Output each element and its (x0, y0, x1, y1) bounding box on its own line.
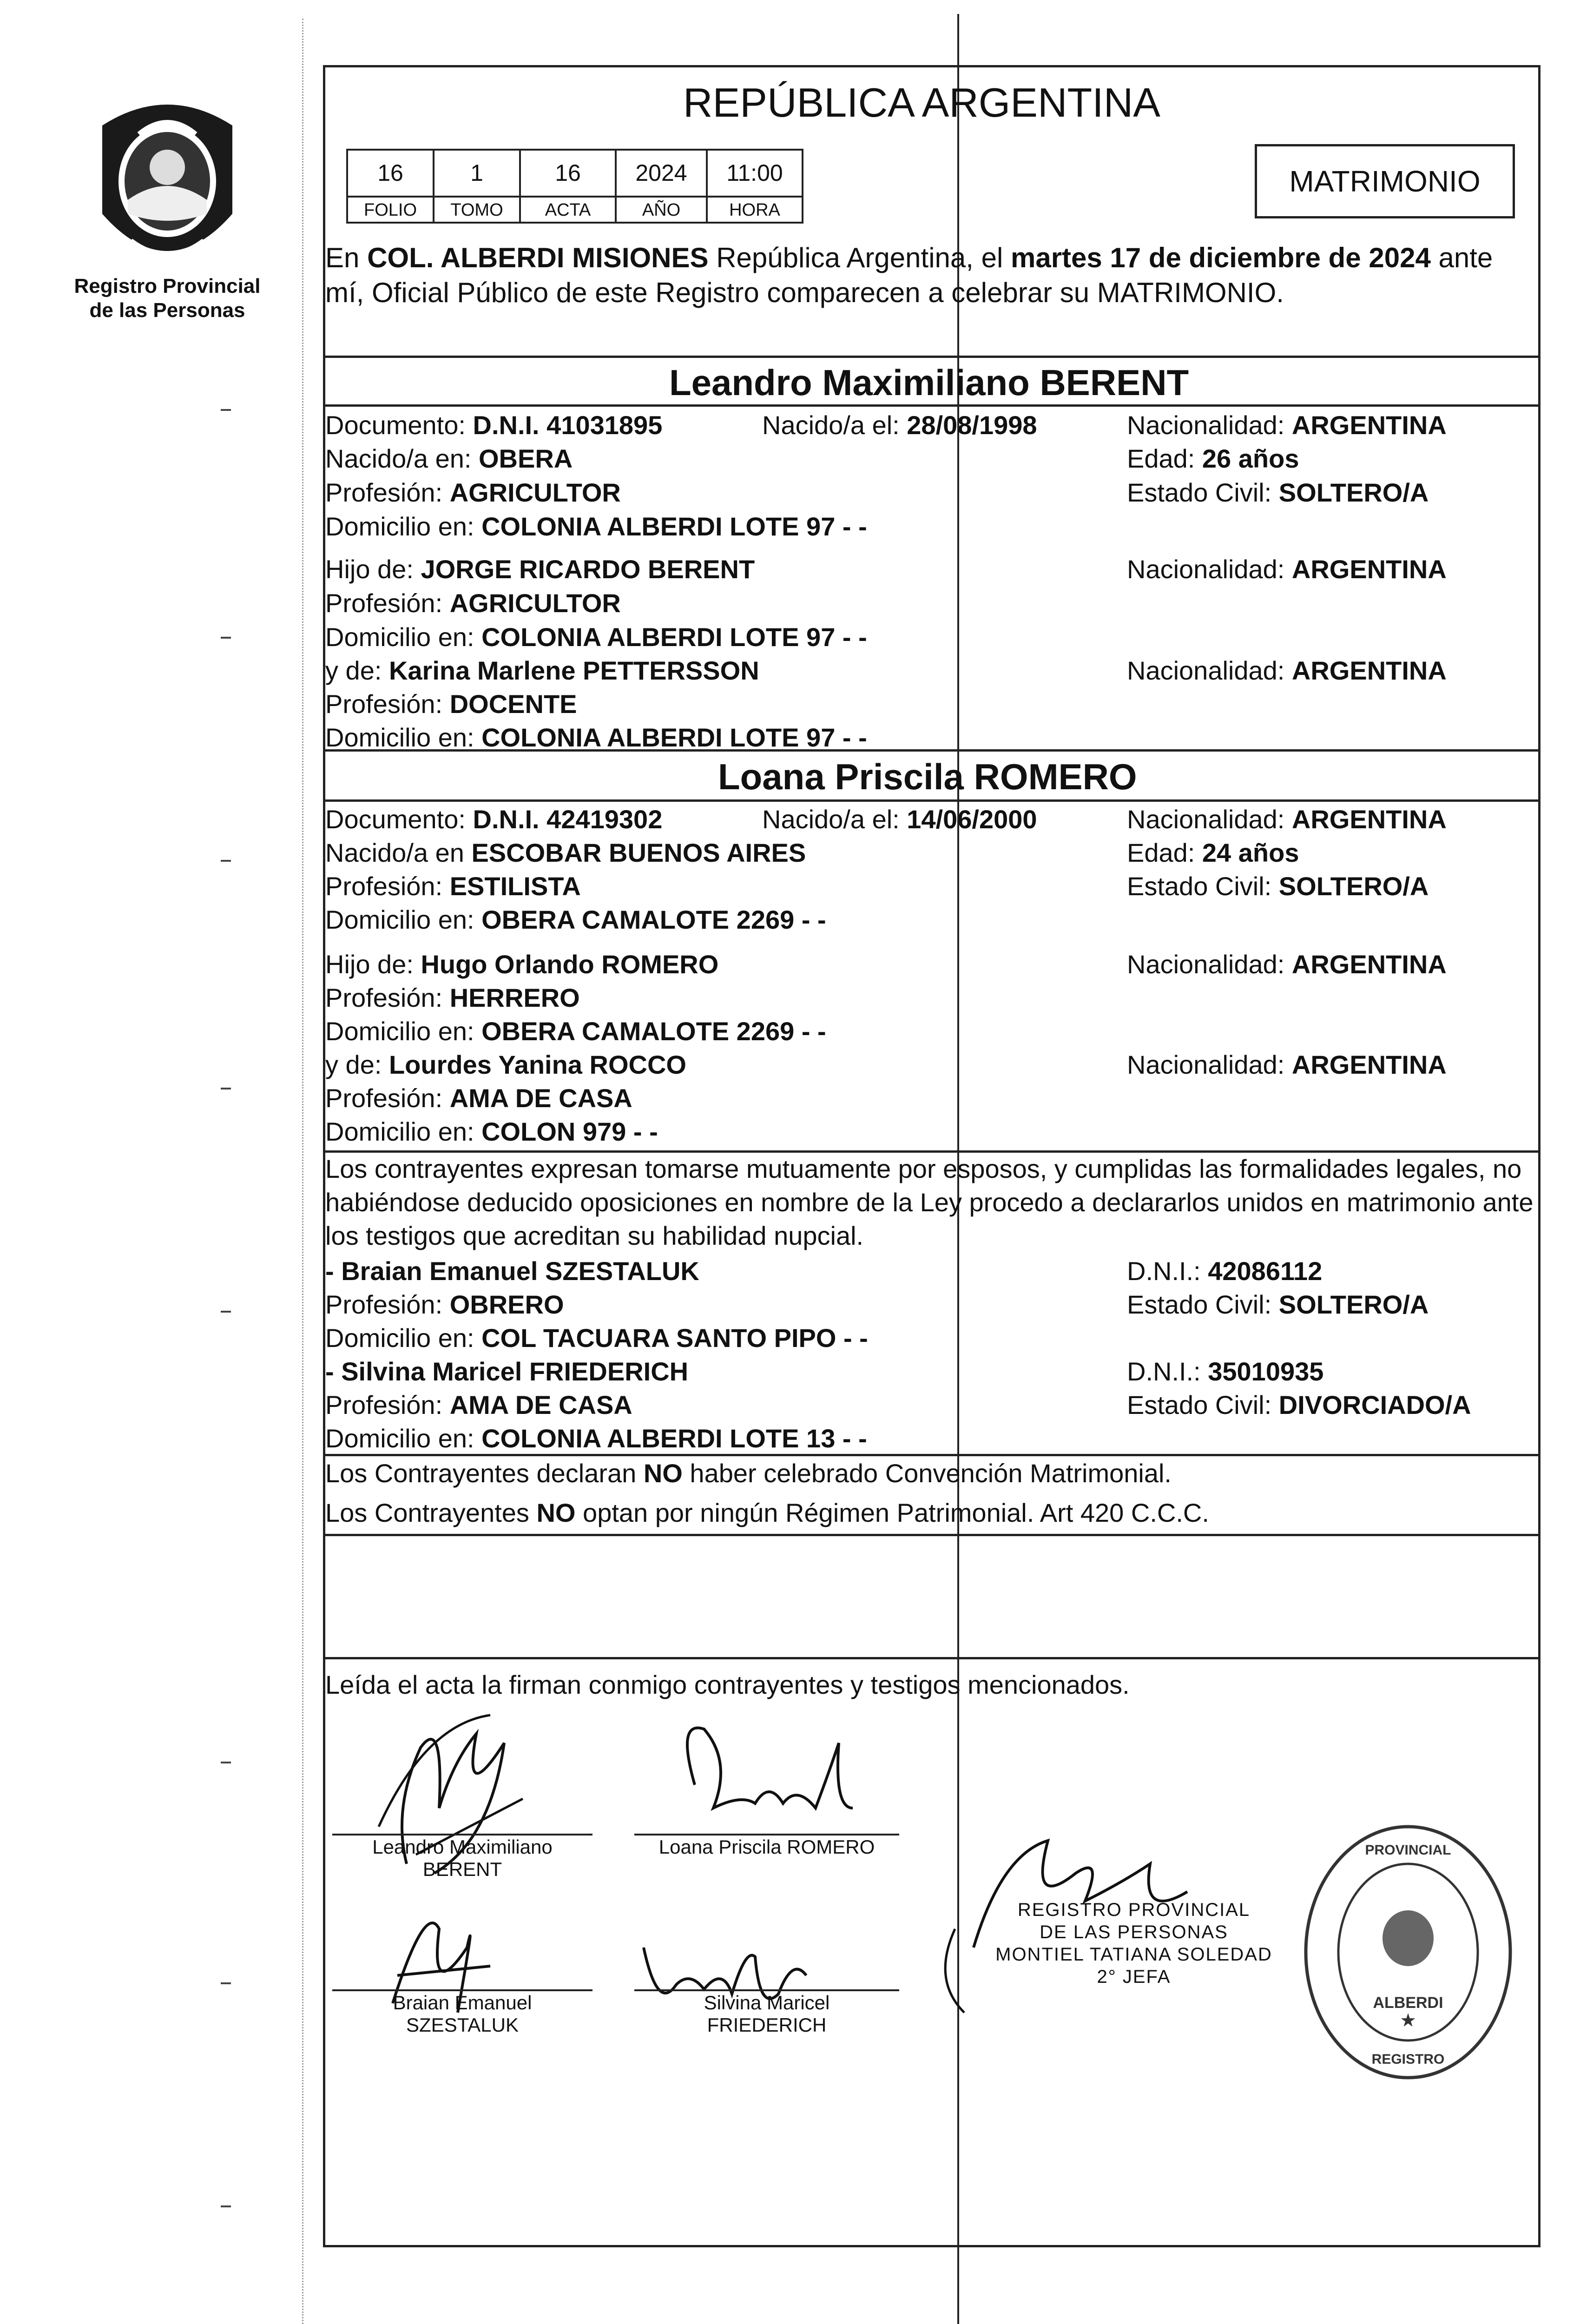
bride-signature-line (634, 1834, 899, 1835)
declaration-line-3: los testigos que acreditan su habilidad nupcial. (325, 1221, 864, 1250)
groom-civil-status: Estado Civil: SOLTERO/A (1127, 478, 1429, 507)
svg-text:ALBERDI: ALBERDI (1373, 1994, 1443, 2012)
acta-value: 16 (519, 149, 617, 198)
bride-born-in: Nacido/a en ESCOBAR BUENOS AIRES (325, 838, 806, 867)
svg-text:PROVINCIAL: PROVINCIAL (1365, 1842, 1451, 1858)
ano-value: 2024 (615, 149, 708, 198)
ano-label: AÑO (615, 196, 708, 224)
witness-2-name: - Silvina Maricel FRIEDERICH (325, 1357, 689, 1386)
divider-signatures (323, 1657, 1540, 1659)
bride-born-date: Nacido/a el: 14/06/2000 (762, 805, 1037, 834)
acta-label: ACTA (519, 196, 617, 224)
bride-doc: Documento: D.N.I. 42419302 (325, 805, 663, 834)
bride-age: Edad: 24 años (1127, 838, 1299, 867)
groom-father-domicile: Domicilio en: COLONIA ALBERDI LOTE 97 - - (325, 622, 867, 652)
hora-label: HORA (706, 196, 803, 224)
witness-2-civil-status: Estado Civil: DIVORCIADO/A (1127, 1390, 1471, 1419)
margin-mark (221, 1982, 231, 1984)
groom-mother-profession: Profesión: DOCENTE (325, 689, 577, 719)
note-regime: Los Contrayentes NO optan por ningún Régimen Patrimonial. Art 420 C.C.C. (325, 1498, 1209, 1527)
margin-mark (221, 1088, 231, 1089)
logo-caption: Registro Provincial de las Personas (74, 275, 261, 322)
bride-nationality: Nacionalidad: ARGENTINA (1127, 805, 1447, 834)
witness-1-domicile: Domicilio en: COL TACUARA SANTO PIPO - - (325, 1323, 868, 1353)
left-edge-line (302, 19, 303, 2324)
tomo-value: 1 (433, 149, 521, 198)
witness-2-domicile: Domicilio en: COLONIA ALBERDI LOTE 13 - - (325, 1424, 867, 1453)
margin-mark (221, 2205, 231, 2207)
province-logo (84, 93, 251, 279)
delegation-seal (1301, 1822, 1515, 2082)
groom-born-in: Nacido/a en: OBERA (325, 444, 573, 473)
groom-father-nationality: Nacionalidad: ARGENTINA (1127, 555, 1447, 584)
divider-groom (323, 356, 1540, 358)
bride-father-domicile: Domicilio en: OBERA CAMALOTE 2269 - - (325, 1017, 826, 1046)
groom-mother-domicile: Domicilio en: COLONIA ALBERDI LOTE 97 - - (325, 723, 867, 752)
note-convention: Los Contrayentes declaran NO haber celebrado Convención Matrimonial. (325, 1459, 1172, 1488)
margin-mark (221, 860, 231, 862)
groom-signature-line (332, 1834, 592, 1835)
groom-doc: Documento: D.N.I. 41031895 (325, 410, 663, 440)
bride-mother: y de: Lourdes Yanina ROCCO (325, 1050, 686, 1079)
folio-label: FOLIO (346, 196, 434, 224)
groom-signature-label: Leandro Maximiliano BERENT (372, 1836, 553, 1880)
doc-type-label: MATRIMONIO (1289, 165, 1481, 198)
folio-value: 16 (346, 149, 434, 198)
groom-age: Edad: 26 años (1127, 444, 1299, 473)
country-title: REPÚBLICA ARGENTINA (683, 79, 1160, 125)
bride-civil-status: Estado Civil: SOLTERO/A (1127, 872, 1429, 901)
official-stamp: REGISTRO PROVINCIAL DE LAS PERSONAS MONTIEL TATIANA SOLEDAD 2° JEFA (995, 1900, 1272, 1987)
hora-value: 11:00 (706, 149, 803, 198)
bride-signature-label: Loana Priscila ROMERO (658, 1836, 875, 1858)
bride-father: Hijo de: Hugo Orlando ROMERO (325, 950, 719, 979)
divider-bride (323, 749, 1540, 752)
witness-1-civil-status: Estado Civil: SOLTERO/A (1127, 1290, 1429, 1319)
witness-2-dni: D.N.I.: 35010935 (1127, 1357, 1324, 1386)
witness-1-signature-label: Braian Emanuel SZESTALUK (393, 1992, 532, 2036)
province-seal-icon (84, 93, 251, 279)
svg-text:★: ★ (1400, 2010, 1416, 2031)
groom-mother-nationality: Nacionalidad: ARGENTINA (1127, 656, 1447, 685)
groom-father: Hijo de: JORGE RICARDO BERENT (325, 555, 755, 584)
witness-1-name: - Braian Emanuel SZESTALUK (325, 1256, 699, 1286)
witness-1-dni: D.N.I.: 42086112 (1127, 1256, 1323, 1286)
bride-mother-domicile: Domicilio en: COLON 979 - - (325, 1117, 658, 1146)
declaration-line-2: habiéndose deducido oposiciones en nombre de la Ley procedo a declararlos unidos en matrimonio ante (325, 1188, 1534, 1217)
groom-father-profession: Profesión: AGRICULTOR (325, 588, 621, 618)
divider-bride-2 (323, 799, 1540, 802)
divider-groom-2 (323, 404, 1540, 407)
witness-2-signature-line (634, 1989, 899, 1991)
intro-line-2: mí, Oficial Público de este Registro comparecen a celebrar su MATRIMONIO. (325, 277, 1284, 308)
witness-2-signature-label: Silvina Maricel FRIEDERICH (704, 1992, 830, 2036)
margin-mark (221, 409, 231, 411)
groom-nationality: Nacionalidad: ARGENTINA (1127, 410, 1447, 440)
bride-mother-nationality: Nacionalidad: ARGENTINA (1127, 1050, 1447, 1079)
bride-domicile: Domicilio en: OBERA CAMALOTE 2269 - - (325, 905, 826, 934)
intro-line-1: En COL. ALBERDI MISIONES República Argentina, el martes 17 de diciembre de 2024 ante (325, 242, 1493, 273)
groom-mother: y de: Karina Marlene PETTERSSON (325, 656, 759, 685)
groom-domicile: Domicilio en: COLONIA ALBERDI LOTE 97 - - (325, 512, 867, 541)
bride-father-nationality: Nacionalidad: ARGENTINA (1127, 950, 1447, 979)
margin-mark (221, 1762, 231, 1763)
bride-name: Loana Priscila ROMERO (718, 756, 1137, 797)
witness-1-profession: Profesión: OBRERO (325, 1290, 564, 1319)
divider-empty (323, 1534, 1540, 1536)
declaration-line-1: Los contrayentes expresan tomarse mutuamente por esposos, y cumplidas las formalidades legales, no (325, 1154, 1522, 1183)
groom-born-date: Nacido/a el: 28/08/1998 (762, 410, 1037, 440)
doc-type-box (1255, 144, 1515, 218)
svg-text:REGISTRO: REGISTRO (1371, 2052, 1445, 2067)
margin-mark (221, 1311, 231, 1313)
bride-profession: Profesión: ESTILISTA (325, 872, 581, 901)
closing-statement: Leída el acta la firman conmigo contrayentes y testigos mencionados. (325, 1670, 1130, 1699)
bride-father-profession: Profesión: HERRERO (325, 983, 580, 1012)
margin-mark (221, 637, 231, 639)
groom-name: Leandro Maximiliano BERENT (669, 362, 1189, 403)
witness-2-profession: Profesión: AMA DE CASA (325, 1390, 632, 1419)
witness-1-signature-line (332, 1989, 592, 1991)
seal-icon (1301, 1822, 1515, 2082)
divider-notes (323, 1454, 1540, 1456)
bride-mother-profession: Profesión: AMA DE CASA (325, 1083, 632, 1113)
tomo-label: TOMO (433, 196, 521, 224)
groom-profession: Profesión: AGRICULTOR (325, 478, 621, 507)
